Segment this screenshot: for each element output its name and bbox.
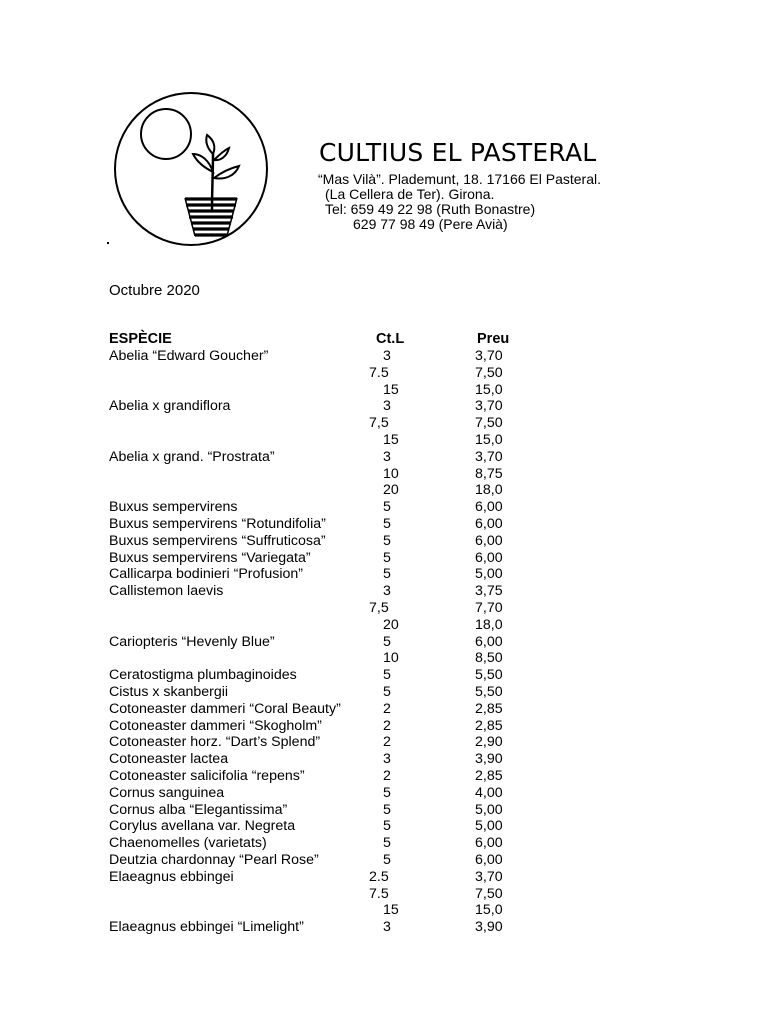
- species-cell: Cotoneaster lactea: [109, 751, 229, 768]
- table-row: [0, 701, 768, 718]
- species-cell: Callistemon laevis: [109, 583, 224, 600]
- table-row: [0, 348, 768, 365]
- table-row: [0, 919, 768, 936]
- table-row: [0, 499, 768, 516]
- price-cell: 3,70: [475, 348, 503, 364]
- container-cell: 3: [383, 583, 391, 600]
- species-cell: Abelia “Edward Goucher”: [109, 348, 269, 364]
- container-cell: 7,5: [369, 599, 389, 616]
- price-cell: 2,85: [475, 700, 503, 717]
- species-cell: Cornus alba “Elegantissima”: [109, 801, 288, 818]
- table-row: [0, 466, 768, 483]
- container-cell: 20: [383, 616, 399, 633]
- price-cell: 4,00: [475, 784, 503, 801]
- table-row: [0, 886, 768, 903]
- price-cell: 15,0: [475, 431, 503, 448]
- price-cell: 6,00: [475, 515, 503, 532]
- stray-mark: [107, 242, 109, 244]
- species-cell: Chaenomelles (varietats): [109, 835, 267, 852]
- price-cell: 3,90: [475, 751, 503, 768]
- species-cell: Ceratostigma plumbaginoides: [109, 667, 297, 684]
- species-cell: Buxus sempervirens “Rotundifolia”: [109, 515, 326, 532]
- price-cell: 7,50: [475, 885, 503, 902]
- species-cell: Cotoneaster dammeri “Coral Beauty”: [109, 700, 341, 717]
- table-row: [0, 550, 768, 567]
- container-cell: 5: [383, 784, 391, 801]
- table-row: [0, 600, 768, 617]
- table-row: [0, 449, 768, 466]
- container-cell: 5: [383, 818, 391, 835]
- table-row: [0, 516, 768, 533]
- price-cell: 7,50: [475, 415, 503, 432]
- species-cell: Corylus avellana var. Negreta: [109, 818, 296, 835]
- price-cell: 5,50: [475, 667, 503, 684]
- container-cell: 5: [383, 633, 391, 650]
- address-line-2: (La Cellera de Ter). Girona.: [325, 186, 495, 202]
- price-cell: 5,00: [475, 566, 503, 583]
- table-body: [0, 348, 768, 936]
- price-cell: 3,70: [475, 398, 503, 415]
- container-cell: 5: [383, 801, 391, 818]
- container-cell: 5: [383, 667, 391, 684]
- species-cell: Cotoneaster salicifolia “repens”: [109, 767, 305, 784]
- container-cell: 7.5: [369, 364, 389, 381]
- table-row: [0, 684, 768, 701]
- price-cell: 5,50: [475, 683, 503, 700]
- price-cell: 8,75: [475, 465, 503, 482]
- table-row: [0, 768, 768, 785]
- price-cell: 3,75: [475, 583, 503, 600]
- species-cell: Callicarpa bodinieri “Profusion”: [109, 566, 303, 583]
- price-cell: 7,50: [475, 364, 503, 381]
- table-row: [0, 818, 768, 835]
- phone-line-1: Tel: 659 49 22 98 (Ruth Bonastre): [325, 201, 536, 217]
- container-cell: 2: [383, 700, 391, 717]
- price-cell: 6,00: [475, 549, 503, 566]
- price-cell: 3,70: [475, 868, 503, 885]
- company-name: CULTIUS EL PASTERAL: [319, 138, 597, 167]
- price-table: [0, 330, 768, 936]
- container-cell: 5: [383, 532, 391, 549]
- container-cell: 2: [383, 734, 391, 751]
- container-cell: 2: [383, 717, 391, 734]
- sun-icon: [141, 109, 191, 159]
- phone-line-2: 629 77 98 49 (Pere Avià): [353, 216, 508, 232]
- table-row: [0, 583, 768, 600]
- species-cell: Abelia x grandiflora: [109, 398, 231, 415]
- container-cell: 3: [383, 398, 391, 415]
- table-row: [0, 634, 768, 651]
- table-row: [0, 398, 768, 415]
- price-cell: 2,90: [475, 734, 503, 751]
- table-header-row: [0, 330, 768, 348]
- container-cell: 3: [383, 348, 391, 364]
- table-row: [0, 802, 768, 819]
- species-cell: Cornus sanguinea: [109, 784, 225, 801]
- container-cell: 7,5: [369, 415, 389, 432]
- table-row: [0, 566, 768, 583]
- container-cell: 2.5: [369, 868, 389, 885]
- species-cell: Cariopteris “Hevenly Blue”: [109, 633, 275, 650]
- address-line-1: “Mas Vilà”. Plademunt, 18. 17166 El Pasteral.: [318, 171, 602, 187]
- price-cell: 5,00: [475, 818, 503, 835]
- table-row: [0, 835, 768, 852]
- table-row: [0, 751, 768, 768]
- table-row: [0, 415, 768, 432]
- table-row: [0, 869, 768, 886]
- container-cell: 5: [383, 549, 391, 566]
- species-cell: Deutzia chardonnay “Pearl Rose”: [109, 851, 319, 868]
- table-row: [0, 718, 768, 735]
- container-cell: 3: [383, 448, 391, 465]
- container-cell: 3: [383, 919, 391, 936]
- price-cell: 6,00: [475, 633, 503, 650]
- container-cell: 20: [383, 482, 399, 499]
- price-cell: 3,90: [475, 919, 503, 936]
- container-cell: 5: [383, 566, 391, 583]
- species-cell: Buxus sempervirens “Suffruticosa”: [109, 532, 326, 549]
- table-row: [0, 650, 768, 667]
- species-cell: Cotoneaster dammeri “Skogholm”: [109, 717, 322, 734]
- species-cell: Buxus sempervirens “Variegata”: [109, 549, 311, 566]
- table-row: [0, 533, 768, 550]
- price-cell: 18,0: [475, 616, 503, 633]
- price-cell: 6,00: [475, 851, 503, 868]
- nursery-logo: [109, 88, 271, 250]
- price-cell: 15,0: [475, 381, 503, 398]
- table-row: [0, 432, 768, 449]
- species-cell: Buxus sempervirens: [109, 499, 238, 516]
- species-cell: Elaeagnus ebbingei: [109, 868, 234, 885]
- container-cell: 10: [383, 650, 399, 667]
- price-cell: 15,0: [475, 902, 503, 919]
- price-cell: 5,00: [475, 801, 503, 818]
- table-row: [0, 734, 768, 751]
- price-column-header: Preu: [477, 331, 510, 347]
- price-cell: 7,70: [475, 599, 503, 616]
- species-cell: Cistus x skanbergii: [109, 683, 229, 700]
- species-cell: Elaeagnus ebbingei “Limelight”: [109, 919, 304, 936]
- container-cell: 15: [383, 902, 399, 919]
- price-cell: 8,50: [475, 650, 503, 667]
- table-row: [0, 667, 768, 684]
- species-cell: Abelia x grand. “Prostrata”: [109, 448, 275, 465]
- price-cell: 3,70: [475, 448, 503, 465]
- price-cell: 6,00: [475, 499, 503, 516]
- container-cell: 2: [383, 767, 391, 784]
- species-column-header: ESPÈCIE: [109, 331, 172, 347]
- price-cell: 18,0: [475, 482, 503, 499]
- species-cell: Cotoneaster horz. “Dart’s Splend”: [109, 734, 321, 751]
- document-date: Octubre 2020: [109, 282, 200, 299]
- price-cell: 2,85: [475, 717, 503, 734]
- table-row: [0, 902, 768, 919]
- price-cell: 6,00: [475, 835, 503, 852]
- table-row: [0, 482, 768, 499]
- table-row: [0, 617, 768, 634]
- table-row: [0, 365, 768, 382]
- container-cell: 5: [383, 851, 391, 868]
- container-cell: 5: [383, 515, 391, 532]
- container-cell: 10: [383, 465, 399, 482]
- table-row: [0, 852, 768, 869]
- container-column-header: Ct.L: [376, 331, 405, 347]
- price-cell: 2,85: [475, 767, 503, 784]
- container-cell: 5: [383, 499, 391, 516]
- table-row: [0, 785, 768, 802]
- table-row: [0, 382, 768, 399]
- container-cell: 5: [383, 835, 391, 852]
- container-cell: 15: [383, 381, 399, 398]
- price-cell: 6,00: [475, 532, 503, 549]
- container-cell: 3: [383, 751, 391, 768]
- container-cell: 7.5: [369, 885, 389, 902]
- container-cell: 15: [383, 431, 399, 448]
- container-cell: 5: [383, 683, 391, 700]
